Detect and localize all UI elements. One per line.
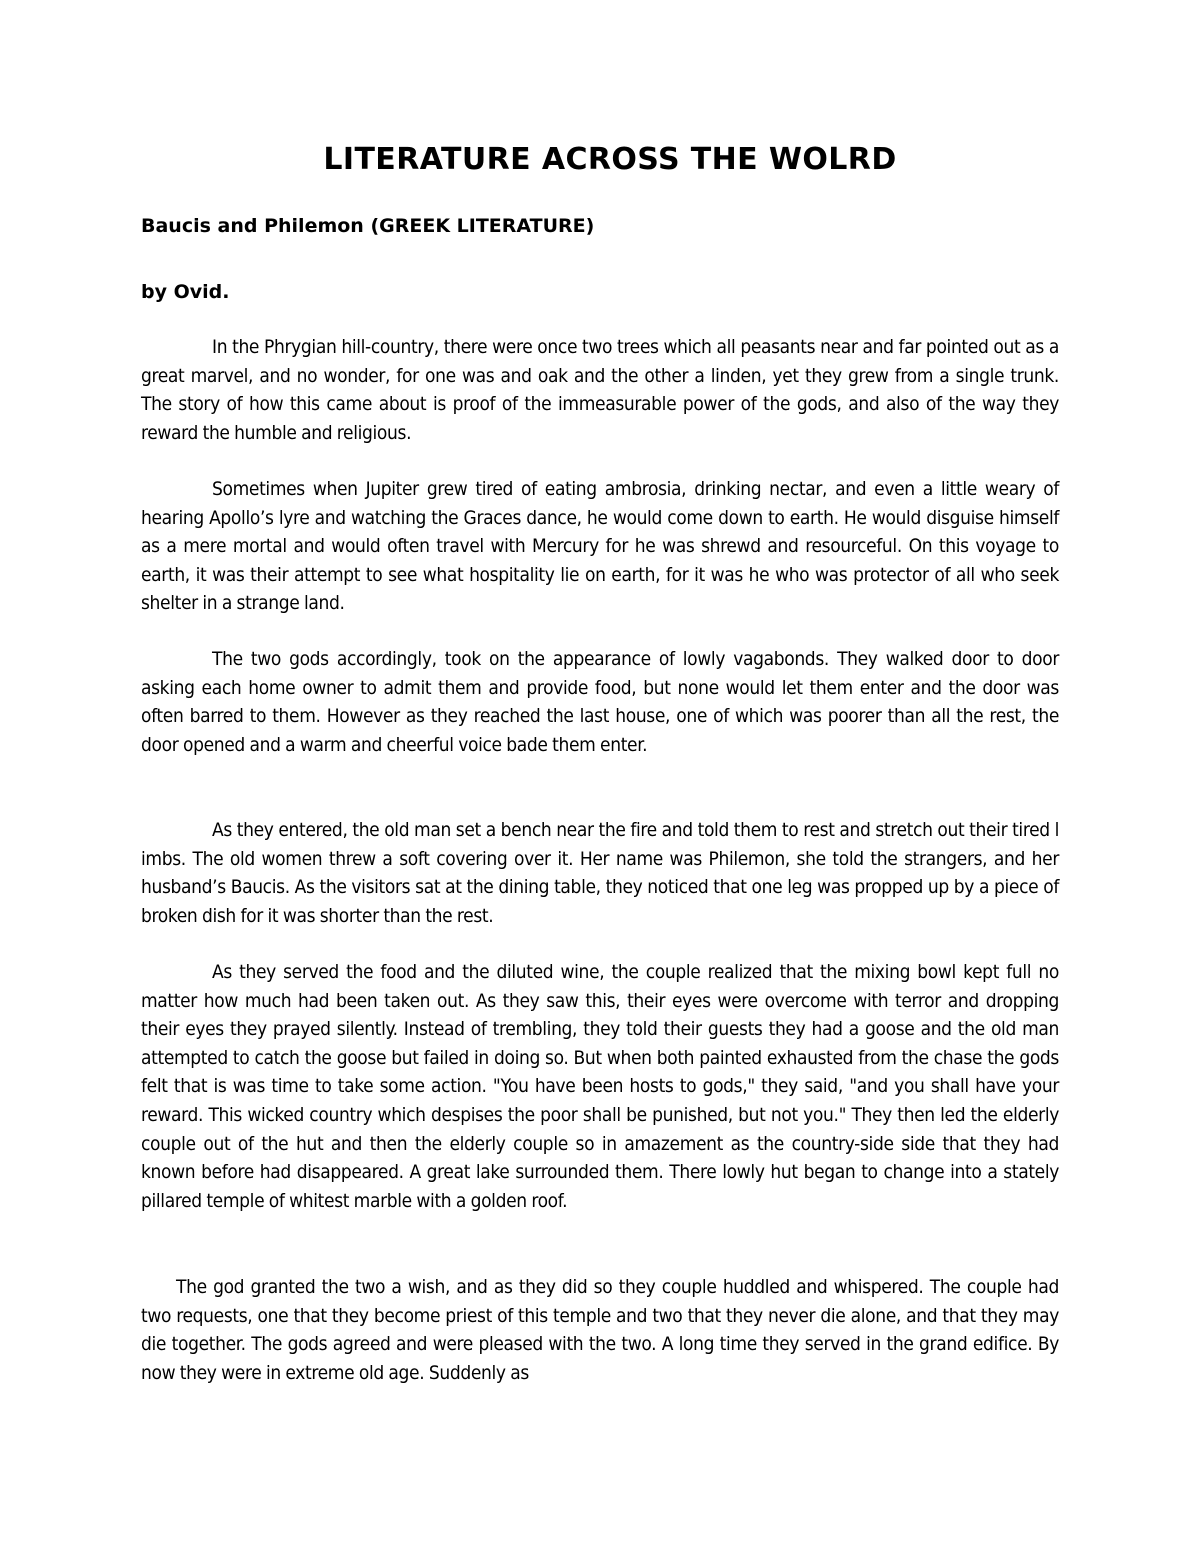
author-line: by Ovid. xyxy=(141,281,230,303)
story-heading: Baucis and Philemon (GREEK LITERATURE) xyxy=(141,215,595,237)
body-paragraph: As they entered, the old man set a bench near the fire and told them to rest and stretch out their tired l imbs. The old women threw a soft covering over it. Her name was Philemon, she told the strangers, and her husband’s Baucis. As the visitors sat at the dining table, they noticed that one leg was propped up by a piece of broken dish for it was shorter than the rest. xyxy=(141,819,1059,927)
body-paragraph: Sometimes when Jupiter grew tired of eating ambrosia, drinking nectar, and even a little weary of hearing Apollo’s lyre and watching the Graces dance, he would come down to earth. He would disguise himself as a mere mortal and would often travel with Mercury for he was shrewd and resourceful. On this voyage to earth, it was their attempt to see what hospitality lie on earth, for it was he who was protector of all who seek shelter in a strange land. xyxy=(141,478,1059,615)
body-paragraph: As they served the food and the diluted wine, the couple realized that the mixing bowl kept full no matter how much had been taken out. As they saw this, their eyes were overcome with terror and dropping their eyes they prayed silently. Instead of trembling, they told their guests they had a goose and the old man attempted to catch the goose but failed in doing so. But when both painted exhausted from the chase the gods felt that is was time to take some action. "You have been hosts to gods," they said, "and you shall have your reward. This wicked country which despises the poor shall be punished, but not you." They then led the elderly couple out of the hut and then the elderly couple so in amazement as the country-side side that they had known before had disappeared. A great lake surrounded them. There lowly hut began to change into a stately pillared temple of whitest marble with a golden roof. xyxy=(141,961,1059,1212)
document-title: LITERATURE ACROSS THE WOLRD xyxy=(323,142,897,177)
body-paragraph: In the Phrygian hill-country, there were once two trees which all peasants near and far pointed out as a great marvel, and no wonder, for one was and oak and the other a linden, yet they grew from a single trunk. The story of how this came about is proof of the immeasurable power of the gods, and also of the way they reward the humble and religious. xyxy=(141,336,1059,444)
body-paragraph: The god granted the two a wish, and as they did so they couple huddled and whispered. The couple had two requests, one that they become priest of this temple and two that they never die alone, and that they may die together. The gods agreed and were pleased with the two. A long time they served in the grand edifice. By now they were in extreme old age. Suddenly as xyxy=(141,1276,1059,1384)
body-paragraph: The two gods accordingly, took on the appearance of lowly vagabonds. They walked door to door asking each home owner to admit them and provide food, but none would let them enter and the door was often barred to them. However as they reached the last house, one of which was poorer than all the rest, the door opened and a warm and cheerful voice bade them enter. xyxy=(141,648,1059,756)
